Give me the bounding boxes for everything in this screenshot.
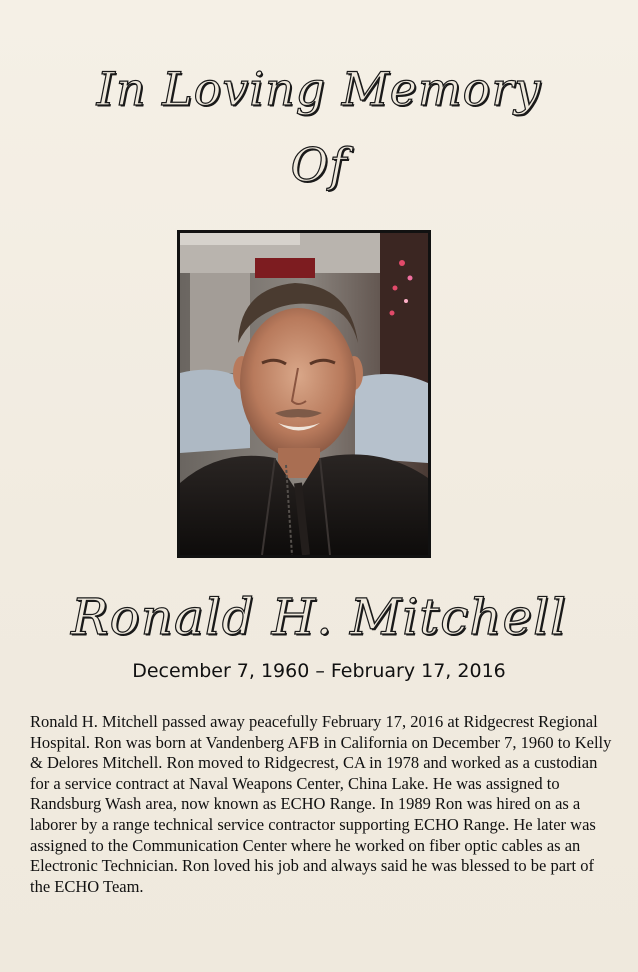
deceased-name: Ronald H. Mitchell	[70, 588, 568, 646]
portrait-photo	[177, 230, 431, 558]
obituary-text: Ronald H. Mitchell passed away peacefully February 17, 2016 at Ridgecrest Regional Hospital. Ron was born at Vandenberg AFB in California on December 7, 1960 to Kelly & Delores Mitchell. Ron moved to Ridgecrest, CA in 1978 and worked as a custodian for a service contract at Naval Weapons Center, China Lake. He was assigned to Randsburg Wash area, now known as ECHO Range. In 1989 Ron was hired on as a laborer by a range technical service contractor supporting ECHO Range. He later was assigned to the Communication Center where he worked on fiber optic cables as an Electronic Technician. Ron loved his job and always said he was blessed to be part of the ECHO Team.	[30, 712, 612, 896]
heading-in-loving-memory: In Loving Memory	[96, 62, 542, 116]
life-dates: December 7, 1960 – February 17, 2016	[132, 660, 506, 682]
heading-of: Of	[290, 138, 348, 192]
